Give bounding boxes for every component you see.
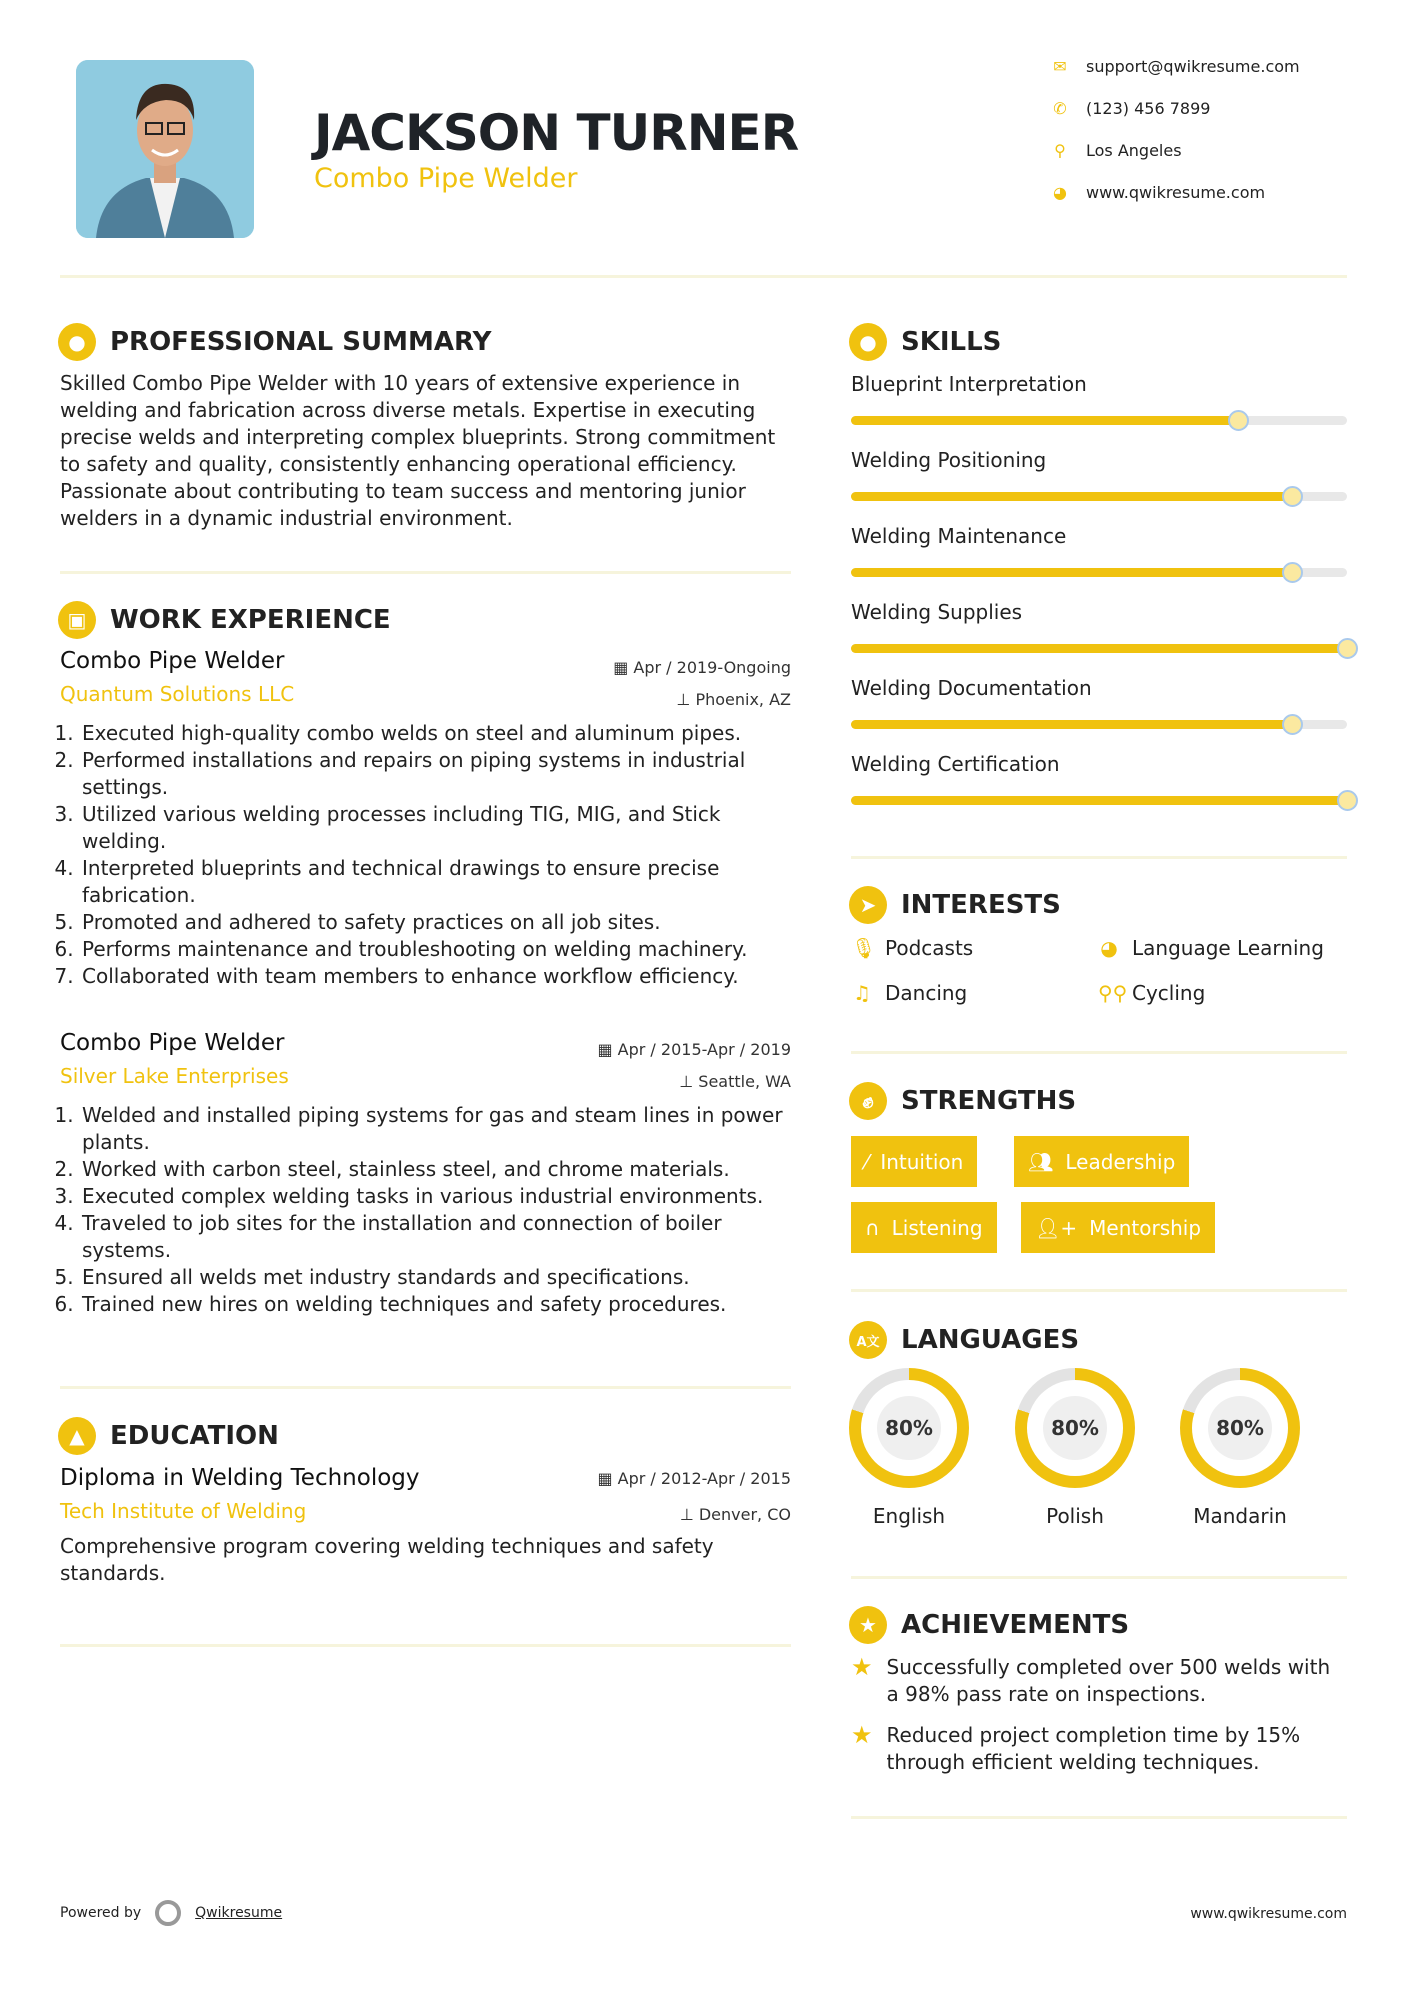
strength-label: Leadership — [1065, 1149, 1176, 1174]
strength-label: Mentorship — [1089, 1215, 1202, 1240]
skill-label: Welding Maintenance — [851, 524, 1067, 548]
location-text: Seattle, WA — [698, 1072, 791, 1091]
skill-bar — [851, 568, 1347, 577]
pin-icon: ⊥ — [679, 1072, 699, 1091]
skill-bar — [851, 416, 1347, 425]
shooting-star-icon: ★ — [851, 1721, 873, 1749]
language-name: Polish — [1046, 1504, 1104, 1528]
star-icon: ★ — [849, 1606, 887, 1644]
brand-link[interactable]: Qwikresume — [195, 1905, 283, 1921]
strength-tag — [1021, 1202, 1215, 1253]
education-location — [491, 1505, 791, 1524]
summary-heading — [58, 323, 491, 361]
achievements-heading — [849, 1606, 1129, 1644]
qwikresume-logo-icon — [155, 1900, 181, 1926]
achievement-text: Reduced project completion time by 15% through efficient welding techniques. — [886, 1723, 1301, 1774]
footer-url[interactable]: www.qwikresume.com — [1190, 1906, 1347, 1922]
section-divider — [60, 1644, 791, 1647]
interest-label: Dancing — [885, 981, 968, 1005]
heading-text: ACHIEVEMENTS — [901, 1610, 1130, 1640]
language-donut — [1180, 1368, 1300, 1488]
company-name: Quantum Solutions LLC — [60, 682, 295, 706]
section-divider — [60, 1386, 791, 1389]
language-percent: 80% — [1043, 1396, 1107, 1460]
achievement-item — [851, 1654, 1347, 1708]
skill-label: Welding Documentation — [851, 676, 1092, 700]
section-divider — [851, 1816, 1347, 1819]
list-item: 3. Executed complex welding tasks in various industrial environments. — [80, 1183, 791, 1210]
degree-title: Diploma in Welding Technology — [60, 1465, 420, 1491]
magic-wand-icon: ⁄ — [865, 1149, 869, 1174]
job-title: Combo Pipe Welder — [60, 1030, 285, 1056]
contact-text: (123) 456 7899 — [1086, 99, 1211, 118]
strength-tag — [851, 1202, 997, 1253]
language-name: Mandarin — [1193, 1504, 1287, 1528]
section-divider — [851, 1051, 1347, 1054]
education-dates — [491, 1469, 791, 1488]
skill-bar-knob — [1337, 790, 1358, 811]
user-icon: ● — [58, 323, 96, 361]
job-entry — [60, 1030, 791, 1318]
section-divider — [60, 571, 791, 574]
strength-tag — [1014, 1136, 1189, 1187]
skill-bar — [851, 492, 1347, 501]
briefcase-icon: ▣ — [58, 601, 96, 639]
contact-location — [1050, 141, 1182, 160]
location-text: Denver, CO — [698, 1505, 791, 1524]
users-icon: 👥︎ — [1028, 1149, 1054, 1174]
education-entry — [60, 1465, 791, 1587]
list-item: 7. Collaborated with team members to enhance workflow efficiency. — [80, 963, 791, 990]
interest-item — [851, 936, 973, 960]
achievement-item — [851, 1722, 1347, 1776]
achievement-text: Successfully completed over 500 welds with a 98% pass rate on inspections. — [886, 1655, 1331, 1706]
strengths-heading — [849, 1082, 1076, 1120]
list-item: 2. Worked with carbon steel, stainless steel, and chrome materials. — [80, 1156, 791, 1183]
calendar-icon: ▦ — [613, 658, 634, 677]
user-plus-icon: 👤︎+ — [1035, 1215, 1078, 1240]
list-item: 4. Interpreted blueprints and technical drawings to ensure precise fabrication. — [80, 855, 791, 909]
education-heading — [58, 1417, 279, 1455]
interest-item — [1098, 981, 1205, 1005]
pin-icon: ⊥ — [676, 690, 696, 709]
school-name: Tech Institute of Welding — [60, 1499, 307, 1523]
skill-bar-fill — [851, 492, 1292, 501]
language-percent: 80% — [877, 1396, 941, 1460]
list-item: 3. Utilized various welding processes including TIG, MIG, and Stick welding. — [80, 801, 791, 855]
section-divider — [851, 1289, 1347, 1292]
skill-bar-knob — [1282, 562, 1303, 583]
skills-heading — [849, 323, 1001, 361]
skill-label: Blueprint Interpretation — [851, 372, 1087, 396]
skill-label: Welding Certification — [851, 752, 1060, 776]
summary-text: Skilled Combo Pipe Welder with 10 years of extensive experience in welding and fabrication across diverse metals. Expertise in executing precise welds and interpreting complex blueprints. Strong commitment to safety and quality, consistently enhancing operational efficiency. Passionate about contributing to team success and mentoring junior welders in a dynamic industrial environment. — [60, 371, 776, 530]
languages-heading — [849, 1321, 1079, 1359]
contact-website[interactable] — [1050, 183, 1265, 202]
job-location — [491, 690, 791, 709]
company-name: Silver Lake Enterprises — [60, 1064, 289, 1088]
heading-text: LANGUAGES — [901, 1325, 1080, 1355]
job-dates — [491, 658, 791, 677]
list-item: 6. Performs maintenance and troubleshooting on welding machinery. — [80, 936, 791, 963]
globe-icon: ◕ — [1053, 183, 1067, 202]
headphones-icon: ∩ — [865, 1215, 880, 1240]
skill-bar-knob — [1282, 486, 1303, 507]
interest-item — [851, 981, 967, 1005]
skill-label: Welding Positioning — [851, 448, 1047, 472]
header-divider — [60, 275, 1347, 278]
list-item: 6. Trained new hires on welding techniques and safety procedures. — [80, 1291, 791, 1318]
skill-bar-knob — [1337, 638, 1358, 659]
skill-label: Welding Supplies — [851, 600, 1023, 624]
location-text: Phoenix, AZ — [695, 690, 791, 709]
translate-icon: A文 — [849, 1321, 887, 1359]
skill-bar-fill — [851, 796, 1347, 805]
education-description: Comprehensive program covering welding techniques and safety standards. — [60, 1534, 714, 1585]
heading-text: EDUCATION — [110, 1421, 279, 1451]
heading-text: INTERESTS — [901, 890, 1061, 920]
pin-icon: ⊥ — [679, 1505, 699, 1524]
interest-label: Cycling — [1132, 981, 1206, 1005]
microphone-icon: 🎙︎ — [851, 936, 877, 960]
contact-phone — [1050, 99, 1210, 118]
dates-text: Apr / 2012-Apr / 2015 — [617, 1469, 791, 1488]
work-heading — [58, 601, 391, 639]
list-item: 2. Performed installations and repairs on piping systems in industrial settings. — [80, 747, 791, 801]
job-location — [491, 1072, 791, 1091]
footer-branding — [60, 1900, 282, 1926]
list-item: 4. Traveled to job sites for the installation and connection of boiler systems. — [80, 1210, 791, 1264]
powered-by-text: Powered by — [60, 1905, 142, 1921]
contact-text: support@qwikresume.com — [1086, 57, 1300, 76]
language-percent: 80% — [1208, 1396, 1272, 1460]
interest-item — [1098, 936, 1324, 960]
lightbulb-icon: ● — [849, 323, 887, 361]
envelope-icon: ✉ — [1053, 57, 1067, 76]
strength-label: Listening — [891, 1215, 983, 1240]
calendar-icon: ▦ — [597, 1040, 618, 1059]
heading-text: PROFESSIONAL SUMMARY — [110, 327, 492, 357]
skill-bar-fill — [851, 644, 1347, 653]
skill-bar-knob — [1282, 714, 1303, 735]
job-title: Combo Pipe Welder — [60, 648, 285, 674]
contact-email[interactable] — [1050, 57, 1300, 76]
candidate-title: Combo Pipe Welder — [314, 163, 578, 194]
job-duties — [60, 1102, 791, 1318]
dates-text: Apr / 2015-Apr / 2019 — [617, 1040, 791, 1059]
heading-text: SKILLS — [901, 327, 1002, 357]
section-divider — [851, 1576, 1347, 1579]
paper-plane-icon: ➤ — [849, 886, 887, 924]
skill-bar-fill — [851, 568, 1292, 577]
skill-bar-fill — [851, 720, 1292, 729]
skill-bar — [851, 644, 1347, 653]
phone-icon: ✆ — [1053, 99, 1067, 118]
job-dates — [491, 1040, 791, 1059]
job-duties — [60, 720, 791, 990]
section-divider — [851, 856, 1347, 859]
interest-label: Podcasts — [885, 936, 974, 960]
contact-text: www.qwikresume.com — [1086, 183, 1266, 202]
candidate-name: JACKSON TURNER — [314, 104, 799, 162]
map-pin-icon: ⚲ — [1054, 141, 1066, 160]
strength-tag — [851, 1136, 977, 1187]
interests-heading — [849, 886, 1061, 924]
list-item: 1. Welded and installed piping systems for gas and steam lines in power plants. — [80, 1102, 791, 1156]
heading-text: STRENGTHS — [901, 1086, 1077, 1116]
dates-text: Apr / 2019-Ongoing — [633, 658, 791, 677]
language-donut — [849, 1368, 969, 1488]
calendar-icon: ▦ — [597, 1469, 618, 1488]
job-entry — [60, 648, 791, 990]
list-item: 5. Promoted and adhered to safety practices on all job sites. — [80, 909, 791, 936]
graduation-icon: ▲ — [58, 1417, 96, 1455]
strength-label: Intuition — [880, 1149, 964, 1174]
contact-text: Los Angeles — [1086, 141, 1182, 160]
bicycle-icon: ⚲⚲ — [1098, 981, 1128, 1005]
skill-bar — [851, 796, 1347, 805]
language-name: English — [872, 1504, 946, 1528]
skill-bar — [851, 720, 1347, 729]
profile-photo — [76, 60, 254, 238]
shooting-star-icon: ★ — [851, 1653, 873, 1681]
fist-icon: ✊︎ — [849, 1082, 887, 1120]
heading-text: WORK EXPERIENCE — [110, 605, 391, 635]
music-icon: ♫ — [853, 981, 871, 1005]
interest-label: Language Learning — [1132, 936, 1324, 960]
skill-bar-fill — [851, 416, 1238, 425]
list-item: 1. Executed high-quality combo welds on steel and aluminum pipes. — [80, 720, 791, 747]
globe-icon: ◕ — [1100, 936, 1118, 960]
language-donut — [1015, 1368, 1135, 1488]
list-item: 5. Ensured all welds met industry standards and specifications. — [80, 1264, 791, 1291]
skill-bar-knob — [1228, 410, 1249, 431]
